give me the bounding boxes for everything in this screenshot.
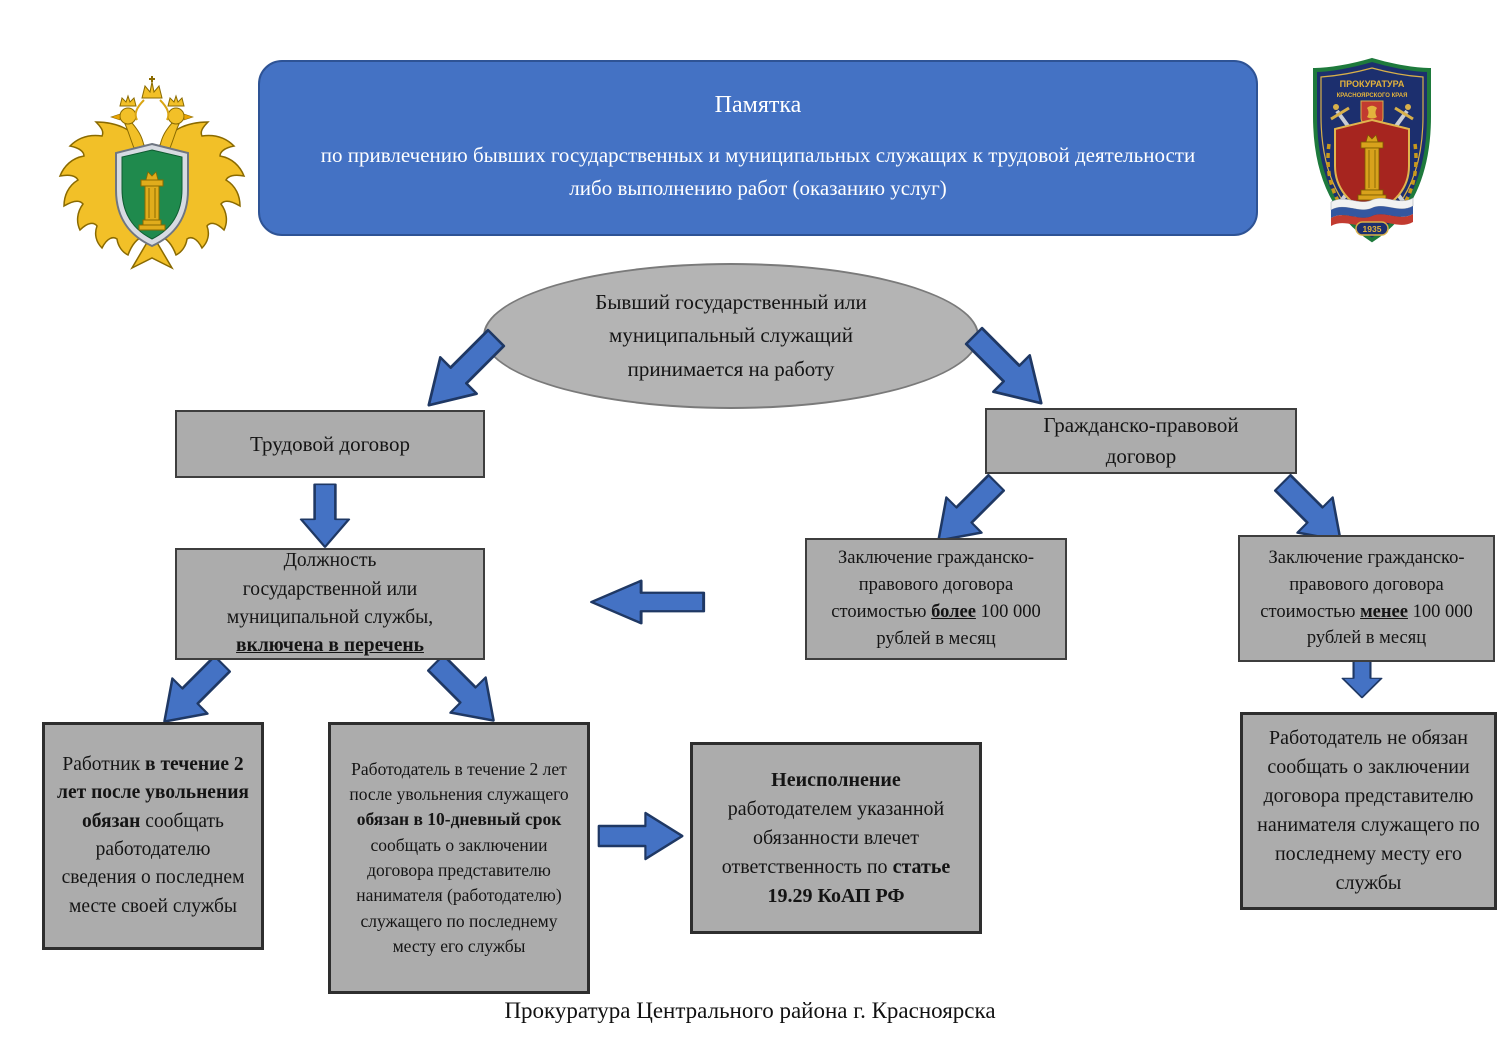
civil-contract-text: Гражданско-правовой договор (1043, 412, 1239, 468)
badge-text-line2: КРАСНОЯРСКОГО КРАЯ (1336, 93, 1408, 99)
badge-year-text: 1935 (1362, 224, 1382, 234)
position-in-list-text: Должность государственной или муниципальной службы, включена в перечень (226, 550, 434, 657)
prosecutor-eagle-emblem-icon (52, 68, 252, 273)
start-node (483, 263, 979, 409)
civil-contract-node (985, 408, 1297, 474)
contract-under-100k-text: Заключение гражданско-правового договора стоимостью менее 100 000 рублей в месяц (1260, 547, 1473, 649)
contract-over-100k-text: Заключение гражданско-правового договора стоимостью более 100 000 рублей в месяц (831, 548, 1041, 649)
worker-duty-node (42, 722, 264, 950)
poster-subtitle: по привлечению бывших государственных и муниципальных служащих к трудовой деятельности либо выполнению работ (оказанию услуг) (320, 142, 1196, 200)
contract-under-100k-node (1238, 535, 1495, 662)
position-in-list-node (175, 548, 485, 660)
krasnoyarsk-prosecutor-badge-icon (1297, 55, 1447, 247)
employer-duty-text: Работодатель в течение 2 лет после увольнения служащего обязан в 10-дневный срок сообщать о заключении договора представителю нанимателя (работодателю) служащего по последнему месту его службы (349, 758, 569, 957)
violation-liability-text: Неисполнение работодателем указанной обязанности влечет ответственность по статье 19.29 КоАП РФ (721, 768, 951, 907)
labor-contract-text: Трудовой договор (250, 431, 410, 456)
badge-text-line1: ПРОКУРАТУРА (1339, 79, 1405, 89)
contract-over-100k-node (805, 538, 1067, 660)
header-banner (258, 60, 1258, 236)
position-emphasis: включена в перечень (236, 635, 424, 657)
employer-duty-node (328, 722, 590, 994)
employer-not-obliged-node (1240, 712, 1497, 910)
start-node-text: Бывший государственный или муниципальный служащий принимается на работу (595, 289, 867, 381)
arrow-contract-over-to-position (588, 578, 706, 626)
arrow-employer-duty-to-violation (597, 810, 685, 862)
employer-not-obliged-text: Работодатель не обязан сообщать о заключении договора представителю нанимателя служащего по последнему месту его службы (1257, 727, 1480, 894)
worker-duty-text: Работник в течение 2 лет после увольнения обязан сообщать работодателю сведения о последнем месте своей службы (57, 754, 249, 917)
violation-liability-node (690, 742, 982, 934)
footer-caption: Прокуратура Центрального района г. Красноярска (504, 998, 996, 1023)
arrow-labor-to-position (298, 483, 352, 549)
poster-title: Памятка (714, 91, 802, 118)
labor-contract-node (175, 410, 485, 478)
